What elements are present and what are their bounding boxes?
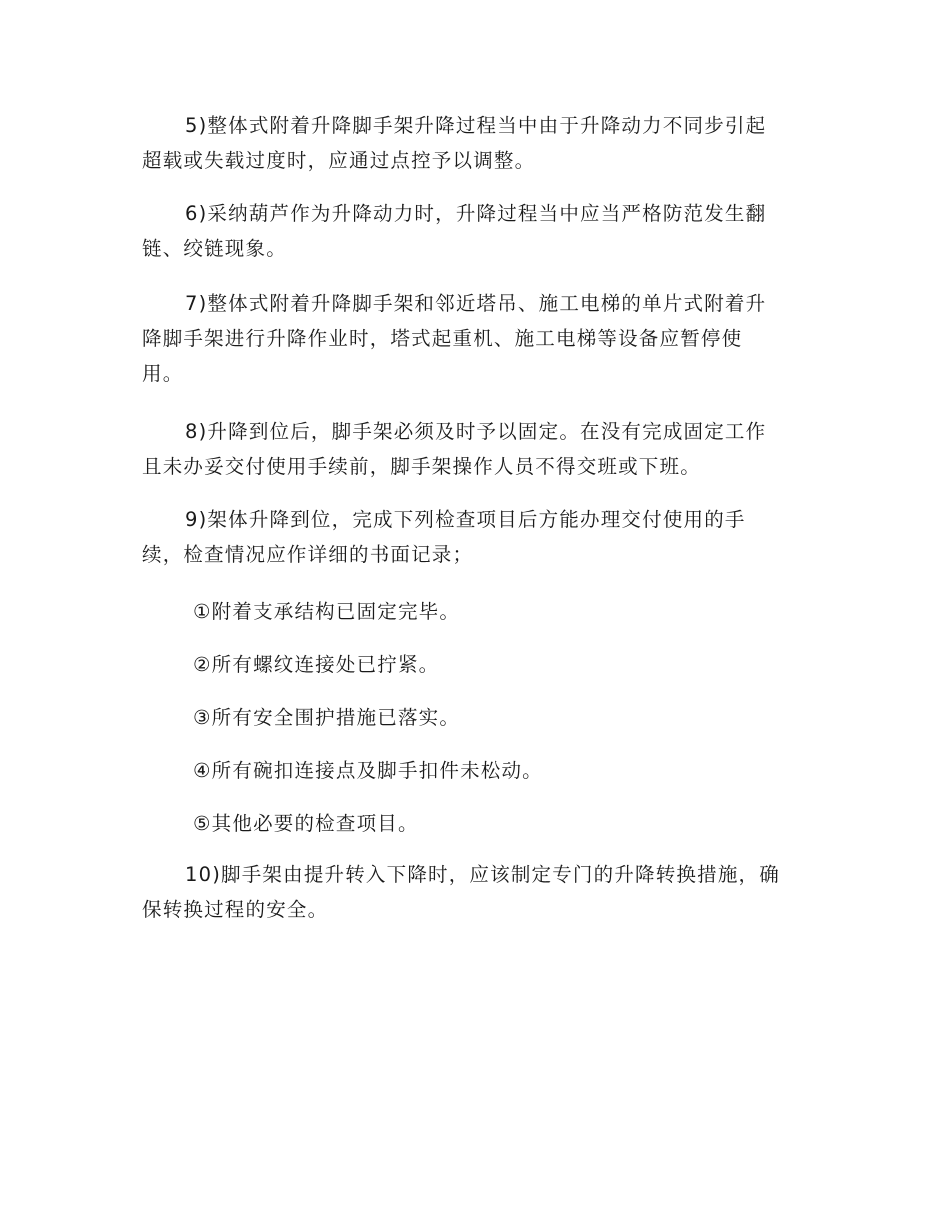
paragraph-item-7 [142, 286, 812, 391]
paragraph-item-10 [142, 857, 812, 927]
paragraph-line: 降脚手架进行升降作业时，塔式起重机、施工电梯等设备应暂停使 [142, 327, 743, 350]
paragraph-line: 5)整体式附着升降脚手架升降过程当中由于升降动力不同步引起 [185, 114, 767, 137]
paragraph-line: 链、绞链现象。 [142, 237, 287, 260]
paragraph-line: 超载或失载过度时，应通过点控予以调整。 [142, 149, 536, 172]
checklist-item: ⑤其他必要的检查项目。 [193, 812, 419, 835]
checklist-item: ④所有碗扣连接点及脚手扣件未松动。 [193, 759, 543, 782]
paragraph-line: 用。 [142, 362, 184, 385]
paragraph-line: 10)脚手架由提升转入下降时，应该制定专门的升降转换措施，确 [185, 863, 780, 886]
paragraph-item-5 [142, 108, 812, 178]
checklist-item: ③所有安全围护措施已落实。 [193, 706, 461, 729]
checklist-item: ②所有螺纹连接处已拧紧。 [193, 653, 440, 676]
paragraph-line: 且未办妥交付使用手续前，脚手架操作人员不得交班或下班。 [142, 455, 701, 478]
checklist-item: ①附着支承结构已固定完毕。 [193, 600, 461, 623]
paragraph-line: 9)架体升降到位，完成下列检查项目后方能办理交付使用的手 [185, 508, 746, 531]
paragraph-line: 7)整体式附着升降脚手架和邻近塔吊、施工电梯的单片式附着升 [185, 292, 767, 315]
paragraph-item-9 [142, 502, 812, 572]
paragraph-line: 8)升降到位后，脚手架必须及时予以固定。在没有完成固定工作 [185, 420, 767, 443]
paragraph-item-6 [142, 196, 812, 266]
paragraph-line: 续，检查情况应作详细的书面记录； [142, 543, 474, 566]
paragraph-item-8 [142, 414, 812, 484]
paragraph-line: 保转换过程的安全。 [142, 898, 329, 921]
paragraph-line: 6)采纳葫芦作为升降动力时，升降过程当中应当严格防范发生翻 [185, 202, 767, 225]
